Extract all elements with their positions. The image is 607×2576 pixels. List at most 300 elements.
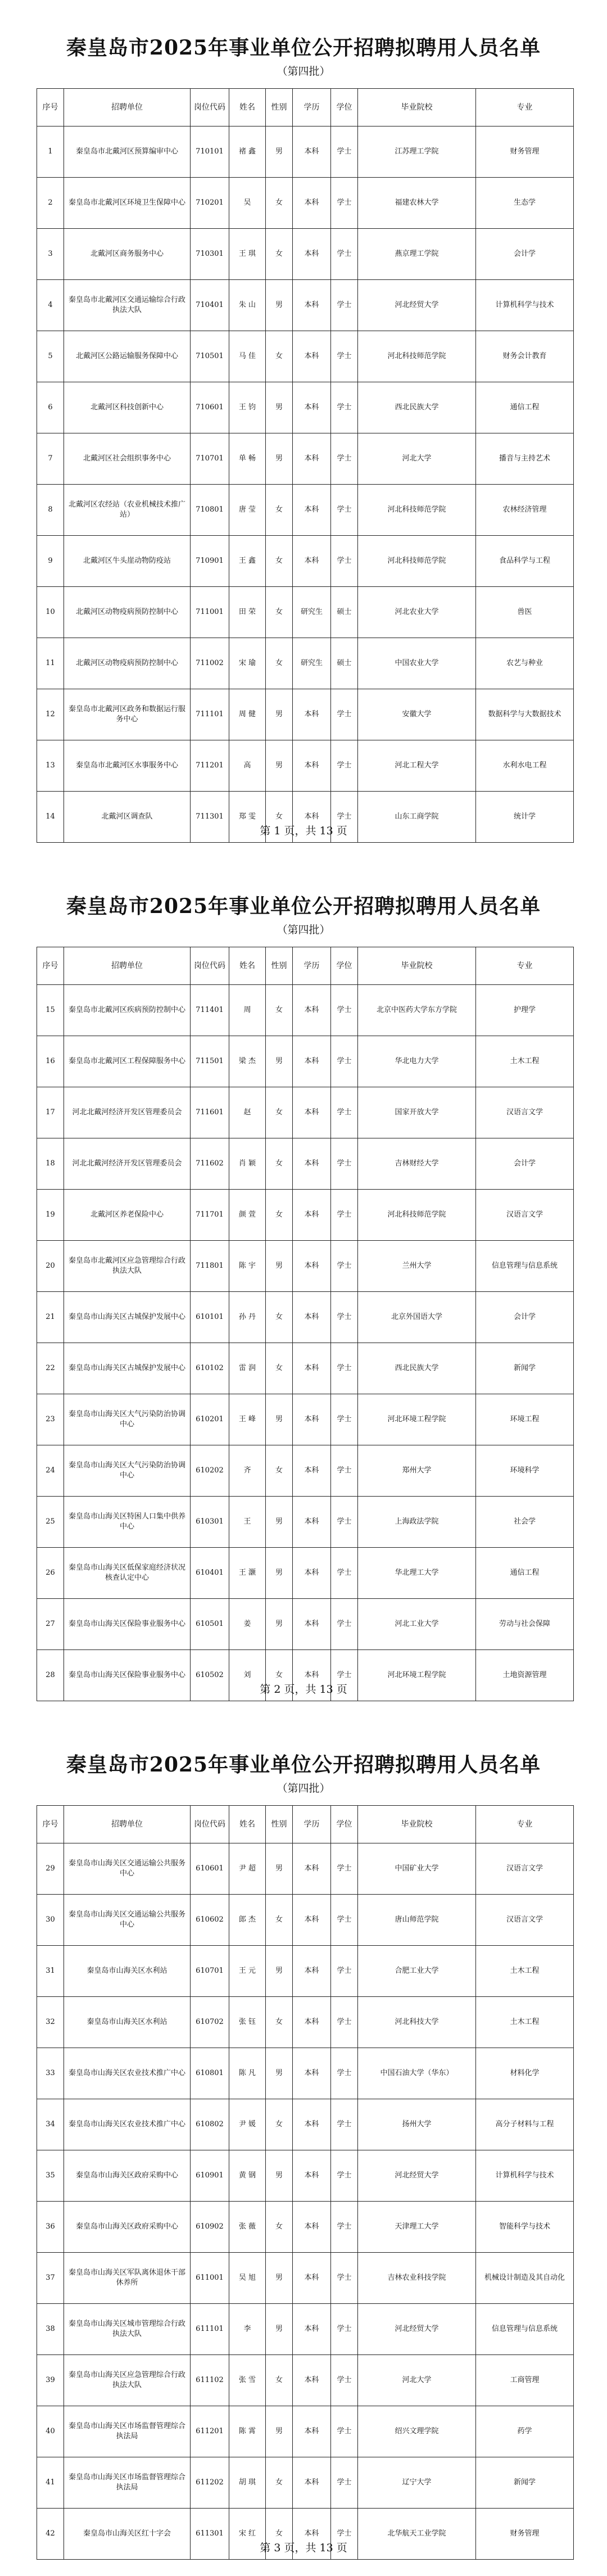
cell-major: 药学 (476, 2406, 574, 2457)
header-row (37, 1806, 574, 1843)
cell-employer: 秦皇岛市山海关区古城保护发展中心 (64, 1343, 191, 1394)
cell-major: 社会学 (476, 1497, 574, 1548)
cell-school: 河北经贸大学 (358, 2304, 476, 2355)
cell-education: 本科 (293, 1190, 331, 1241)
cell-degree: 学士 (331, 2150, 358, 2202)
cell-position-code: 711101 (191, 689, 229, 740)
cell-gender: 女 (266, 985, 293, 1036)
cell-gender: 女 (266, 536, 293, 587)
cell-name: 尹 媛 (229, 2099, 266, 2150)
cell-education: 本科 (293, 536, 331, 587)
cell-degree: 学士 (331, 1190, 358, 1241)
cell-employer: 秦皇岛市山海关区特困人口集中供养中心 (64, 1497, 191, 1548)
cell-position-code: 610602 (191, 1895, 229, 1946)
cell-gender: 女 (266, 1343, 293, 1394)
cell-name: 王 元 (229, 1946, 266, 1997)
cell-major: 食品科学与工程 (476, 536, 574, 587)
cell-education: 本科 (293, 1843, 331, 1895)
cell-education: 本科 (293, 229, 331, 280)
cell-position-code: 710701 (191, 433, 229, 485)
cell-school: 河北科技师范学院 (358, 536, 476, 587)
cell-gender: 男 (266, 2048, 293, 2099)
cell-major: 财务会计教育 (476, 331, 574, 382)
cell-position-code: 611202 (191, 2457, 229, 2509)
cell-major: 计算机科学与技术 (476, 2150, 574, 2202)
cell-employer: 秦皇岛市山海关区应急管理综合行政执法大队 (64, 2355, 191, 2406)
cell-index: 37 (37, 2253, 64, 2304)
cell-index: 32 (37, 1997, 64, 2048)
table-row (37, 1343, 574, 1394)
cell-major: 土地资源管理 (476, 1650, 574, 1701)
cell-education: 本科 (293, 1138, 331, 1190)
cell-major: 环境工程 (476, 1394, 574, 1445)
cell-employer: 秦皇岛市北戴河区应急管理综合行政执法大队 (64, 1241, 191, 1292)
cell-degree: 学士 (331, 1599, 358, 1650)
cell-education: 本科 (293, 485, 331, 536)
cell-index: 33 (37, 2048, 64, 2099)
table-row (37, 1087, 574, 1138)
cell-employer: 秦皇岛市山海关区古城保护发展中心 (64, 1292, 191, 1343)
table-row (37, 1497, 574, 1548)
cell-index: 36 (37, 2202, 64, 2253)
cell-school: 吉林农业科技学院 (358, 2253, 476, 2304)
table-row (37, 2253, 574, 2304)
cell-employer: 秦皇岛市山海关区水利站 (64, 1946, 191, 1997)
cell-position-code: 710101 (191, 126, 229, 178)
cell-name: 尹 超 (229, 1843, 266, 1895)
cell-position-code: 710901 (191, 536, 229, 587)
header-name: 姓名 (229, 1806, 266, 1843)
document-title: 秦皇岛市2025年事业单位公开招聘拟聘用人员名单 (66, 36, 541, 60)
cell-education: 研究生 (293, 638, 331, 689)
cell-school: 河北经贸大学 (358, 2150, 476, 2202)
cell-degree: 硕士 (331, 587, 358, 638)
cell-index: 3 (37, 229, 64, 280)
cell-position-code: 711601 (191, 1087, 229, 1138)
cell-major: 环境科学 (476, 1445, 574, 1497)
cell-degree: 学士 (331, 1997, 358, 2048)
cell-major: 信息管理与信息系统 (476, 1241, 574, 1292)
cell-education: 本科 (293, 1548, 331, 1599)
cell-index: 5 (37, 331, 64, 382)
cell-position-code: 611201 (191, 2406, 229, 2457)
cell-position-code: 711801 (191, 1241, 229, 1292)
cell-degree: 学士 (331, 1343, 358, 1394)
cell-name: 胡 琪 (229, 2457, 266, 2509)
cell-employer: 秦皇岛市北戴河区疾病预防控制中心 (64, 985, 191, 1036)
cell-index: 42 (37, 2509, 64, 2560)
cell-degree: 学士 (331, 2406, 358, 2457)
document-title: 秦皇岛市2025年事业单位公开招聘拟聘用人员名单 (66, 894, 541, 918)
cell-position-code: 610101 (191, 1292, 229, 1343)
cell-school: 河北科技大学 (358, 1997, 476, 2048)
cell-gender: 男 (266, 2406, 293, 2457)
cell-employer: 秦皇岛市山海关区大气污染防治协调中心 (64, 1445, 191, 1497)
cell-school: 山东工商学院 (358, 792, 476, 843)
cell-degree: 学士 (331, 1138, 358, 1190)
cell-education: 本科 (293, 2099, 331, 2150)
cell-school: 河北经贸大学 (358, 280, 476, 331)
cell-index: 7 (37, 433, 64, 485)
cell-degree: 学士 (331, 1036, 358, 1087)
cell-school: 北京中医药大学东方学院 (358, 985, 476, 1036)
cell-gender: 女 (266, 1190, 293, 1241)
cell-employer: 秦皇岛市山海关区红十字会 (64, 2509, 191, 2560)
cell-position-code: 711701 (191, 1190, 229, 1241)
cell-education: 本科 (293, 2355, 331, 2406)
cell-index: 22 (37, 1343, 64, 1394)
cell-school: 河北环境工程学院 (358, 1394, 476, 1445)
cell-school: 吉林财经大学 (358, 1138, 476, 1190)
cell-degree: 学士 (331, 280, 358, 331)
cell-gender: 男 (266, 2150, 293, 2202)
cell-employer: 秦皇岛市山海关区保险事业服务中心 (64, 1650, 191, 1701)
cell-index: 19 (37, 1190, 64, 1241)
cell-index: 34 (37, 2099, 64, 2150)
cell-employer: 北戴河区动物疫病预防控制中心 (64, 638, 191, 689)
cell-degree: 学士 (331, 2509, 358, 2560)
cell-education: 本科 (293, 126, 331, 178)
cell-position-code: 710801 (191, 485, 229, 536)
table-body (37, 985, 574, 1701)
cell-school: 河北环境工程学院 (358, 1650, 476, 1701)
cell-name: 雷 润 (229, 1343, 266, 1394)
cell-name: 郑 雯 (229, 792, 266, 843)
table-row (37, 1843, 574, 1895)
table-row (37, 2355, 574, 2406)
cell-education: 本科 (293, 792, 331, 843)
table-row (37, 638, 574, 689)
table-row (37, 587, 574, 638)
cell-position-code: 610901 (191, 2150, 229, 2202)
cell-name: 朱 山 (229, 280, 266, 331)
cell-school: 河北科技师范学院 (358, 1190, 476, 1241)
cell-school: 上海政法学院 (358, 1497, 476, 1548)
cell-major: 生态学 (476, 178, 574, 229)
cell-position-code: 711002 (191, 638, 229, 689)
cell-index: 11 (37, 638, 64, 689)
cell-school: 天津理工大学 (358, 2202, 476, 2253)
cell-employer: 北戴河区社会组织事务中心 (64, 433, 191, 485)
table-row (37, 1241, 574, 1292)
cell-degree: 学士 (331, 985, 358, 1036)
table-row (37, 740, 574, 792)
cell-degree: 学士 (331, 1497, 358, 1548)
cell-degree: 学士 (331, 1650, 358, 1701)
cell-education: 本科 (293, 985, 331, 1036)
cell-gender: 男 (266, 1241, 293, 1292)
cell-major: 会计学 (476, 1292, 574, 1343)
cell-name: 王 峰 (229, 1394, 266, 1445)
cell-index: 20 (37, 1241, 64, 1292)
cell-gender: 男 (266, 126, 293, 178)
cell-degree: 学士 (331, 2253, 358, 2304)
cell-major: 高分子材料与工程 (476, 2099, 574, 2150)
cell-name: 姜 (229, 1599, 266, 1650)
table-row (37, 1445, 574, 1497)
header-major: 专业 (476, 89, 574, 126)
cell-gender: 女 (266, 2457, 293, 2509)
cell-major: 机械设计制造及其自动化 (476, 2253, 574, 2304)
cell-name: 褚 鑫 (229, 126, 266, 178)
cell-position-code: 610301 (191, 1497, 229, 1548)
cell-index: 18 (37, 1138, 64, 1190)
batch-subtitle: （第四批） (277, 924, 330, 936)
cell-major: 会计学 (476, 1138, 574, 1190)
cell-degree: 学士 (331, 2099, 358, 2150)
table-row (37, 1190, 574, 1241)
cell-major: 通信工程 (476, 1548, 574, 1599)
cell-education: 本科 (293, 2202, 331, 2253)
cell-degree: 学士 (331, 1895, 358, 1946)
cell-school: 西北民族大学 (358, 382, 476, 433)
cell-position-code: 611301 (191, 2509, 229, 2560)
roster-table (37, 1805, 574, 2560)
cell-gender: 男 (266, 689, 293, 740)
cell-position-code: 610702 (191, 1997, 229, 2048)
cell-major: 智能科学与技术 (476, 2202, 574, 2253)
cell-gender: 女 (266, 1650, 293, 1701)
cell-education: 本科 (293, 740, 331, 792)
cell-major: 土木工程 (476, 1997, 574, 2048)
cell-major: 护理学 (476, 985, 574, 1036)
cell-school: 河北科技师范学院 (358, 485, 476, 536)
cell-degree: 学士 (331, 229, 358, 280)
cell-index: 16 (37, 1036, 64, 1087)
cell-employer: 北戴河区商务服务中心 (64, 229, 191, 280)
cell-name: 吴 (229, 178, 266, 229)
cell-name: 田 荣 (229, 587, 266, 638)
cell-degree: 硕士 (331, 638, 358, 689)
header-employer: 招聘单位 (64, 1806, 191, 1843)
cell-school: 唐山师范学院 (358, 1895, 476, 1946)
cell-education: 本科 (293, 1895, 331, 1946)
cell-position-code: 610601 (191, 1843, 229, 1895)
cell-school: 河北农业大学 (358, 587, 476, 638)
cell-gender: 女 (266, 2509, 293, 2560)
cell-gender: 男 (266, 382, 293, 433)
cell-index: 2 (37, 178, 64, 229)
cell-position-code: 610902 (191, 2202, 229, 2253)
cell-employer: 秦皇岛市北戴河区环境卫生保障中心 (64, 178, 191, 229)
page-footer: 第 3 页，共 13 页 (260, 2542, 347, 2554)
cell-name: 单 畅 (229, 433, 266, 485)
header-education: 学历 (293, 947, 331, 985)
cell-index: 26 (37, 1548, 64, 1599)
cell-employer: 北戴河区养老保险中心 (64, 1190, 191, 1241)
cell-name: 齐 (229, 1445, 266, 1497)
cell-education: 本科 (293, 178, 331, 229)
cell-position-code: 610202 (191, 1445, 229, 1497)
cell-index: 41 (37, 2457, 64, 2509)
table-row (37, 985, 574, 1036)
cell-employer: 北戴河区农经站（农业机械技术推广站） (64, 485, 191, 536)
cell-major: 工商管理 (476, 2355, 574, 2406)
cell-name: 王 鑫 (229, 536, 266, 587)
cell-gender: 女 (266, 178, 293, 229)
cell-degree: 学士 (331, 126, 358, 178)
cell-index: 6 (37, 382, 64, 433)
cell-major: 会计学 (476, 229, 574, 280)
cell-school: 燕京理工学院 (358, 229, 476, 280)
table-row (37, 1138, 574, 1190)
cell-education: 本科 (293, 1445, 331, 1497)
cell-degree: 学士 (331, 1087, 358, 1138)
header-position-code: 岗位代码 (191, 89, 229, 126)
header-index: 序号 (37, 947, 64, 985)
cell-gender: 女 (266, 1138, 293, 1190)
cell-index: 13 (37, 740, 64, 792)
cell-gender: 男 (266, 1599, 293, 1650)
cell-name: 王 钧 (229, 382, 266, 433)
cell-position-code: 611101 (191, 2304, 229, 2355)
cell-degree: 学士 (331, 2048, 358, 2099)
cell-name: 黄 钢 (229, 2150, 266, 2202)
cell-position-code: 610502 (191, 1650, 229, 1701)
cell-degree: 学士 (331, 178, 358, 229)
cell-name: 马 佳 (229, 331, 266, 382)
cell-employer: 秦皇岛市北戴河区工程保障服务中心 (64, 1036, 191, 1087)
cell-name: 王 灏 (229, 1548, 266, 1599)
cell-name: 陈 霄 (229, 2406, 266, 2457)
cell-index: 27 (37, 1599, 64, 1650)
cell-employer: 北戴河区科技创新中心 (64, 382, 191, 433)
table-row (37, 1997, 574, 2048)
cell-gender: 女 (266, 587, 293, 638)
cell-major: 信息管理与信息系统 (476, 2304, 574, 2355)
cell-school: 扬州大学 (358, 2099, 476, 2150)
header-row (37, 89, 574, 126)
cell-name: 宋 红 (229, 2509, 266, 2560)
cell-name: 陈 凡 (229, 2048, 266, 2099)
cell-employer: 北戴河区公路运输服务保障中心 (64, 331, 191, 382)
cell-position-code: 610401 (191, 1548, 229, 1599)
cell-degree: 学士 (331, 331, 358, 382)
page-footer: 第 2 页，共 13 页 (260, 1683, 347, 1696)
cell-employer: 北戴河区牛头崖动物防疫站 (64, 536, 191, 587)
cell-degree: 学士 (331, 382, 358, 433)
cell-school: 华北理工大学 (358, 1548, 476, 1599)
cell-major: 计算机科学与技术 (476, 280, 574, 331)
table-body (37, 1843, 574, 2560)
cell-index: 8 (37, 485, 64, 536)
header-index: 序号 (37, 89, 64, 126)
page-2 (0, 858, 607, 1717)
table-row (37, 1036, 574, 1087)
table-row (37, 126, 574, 178)
cell-position-code: 610701 (191, 1946, 229, 1997)
cell-degree: 学士 (331, 2304, 358, 2355)
table-row (37, 433, 574, 485)
cell-employer: 秦皇岛市北戴河区预算编审中心 (64, 126, 191, 178)
cell-index: 4 (37, 280, 64, 331)
cell-gender: 女 (266, 1087, 293, 1138)
cell-position-code: 711501 (191, 1036, 229, 1087)
batch-subtitle: （第四批） (277, 1782, 330, 1795)
cell-name: 李 (229, 2304, 266, 2355)
cell-school: 中国矿业大学 (358, 1843, 476, 1895)
cell-index: 17 (37, 1087, 64, 1138)
cell-education: 本科 (293, 2253, 331, 2304)
cell-education: 本科 (293, 2406, 331, 2457)
cell-name: 肖 颖 (229, 1138, 266, 1190)
cell-gender: 女 (266, 792, 293, 843)
cell-index: 24 (37, 1445, 64, 1497)
cell-gender: 女 (266, 229, 293, 280)
cell-position-code: 710301 (191, 229, 229, 280)
cell-major: 新闻学 (476, 2457, 574, 2509)
cell-index: 10 (37, 587, 64, 638)
header-major: 专业 (476, 947, 574, 985)
cell-index: 1 (37, 126, 64, 178)
table-row (37, 2304, 574, 2355)
cell-gender: 男 (266, 280, 293, 331)
header-gender: 性别 (266, 89, 293, 126)
table-row (37, 1895, 574, 1946)
table-row (37, 2150, 574, 2202)
cell-gender: 女 (266, 485, 293, 536)
cell-major: 土木工程 (476, 1946, 574, 1997)
cell-gender: 女 (266, 2202, 293, 2253)
cell-gender: 男 (266, 1497, 293, 1548)
cell-name: 吴 旭 (229, 2253, 266, 2304)
cell-position-code: 711301 (191, 792, 229, 843)
cell-name: 孙 丹 (229, 1292, 266, 1343)
table-row (37, 1946, 574, 1997)
cell-education: 本科 (293, 433, 331, 485)
table-row (37, 2048, 574, 2099)
cell-education: 本科 (293, 2304, 331, 2355)
cell-education: 本科 (293, 1394, 331, 1445)
header-school: 毕业院校 (358, 947, 476, 985)
cell-index: 9 (37, 536, 64, 587)
cell-gender: 男 (266, 2304, 293, 2355)
cell-degree: 学士 (331, 2202, 358, 2253)
cell-major: 统计学 (476, 792, 574, 843)
cell-index: 35 (37, 2150, 64, 2202)
header-name: 姓名 (229, 89, 266, 126)
cell-education: 本科 (293, 1292, 331, 1343)
cell-gender: 女 (266, 1292, 293, 1343)
cell-gender: 女 (266, 1445, 293, 1497)
table-row (37, 382, 574, 433)
cell-major: 通信工程 (476, 382, 574, 433)
header-index: 序号 (37, 1806, 64, 1843)
table-row (37, 2202, 574, 2253)
cell-degree: 学士 (331, 1946, 358, 1997)
cell-gender: 女 (266, 1895, 293, 1946)
cell-gender: 男 (266, 1036, 293, 1087)
table-row (37, 689, 574, 740)
cell-major: 材料化学 (476, 2048, 574, 2099)
cell-index: 25 (37, 1497, 64, 1548)
cell-name: 周 健 (229, 689, 266, 740)
cell-index: 15 (37, 985, 64, 1036)
cell-position-code: 710601 (191, 382, 229, 433)
cell-school: 国家开放大学 (358, 1087, 476, 1138)
table-row (37, 178, 574, 229)
cell-name: 陈 宇 (229, 1241, 266, 1292)
cell-education: 本科 (293, 2150, 331, 2202)
cell-degree: 学士 (331, 792, 358, 843)
cell-employer: 秦皇岛市山海关区农业技术推广中心 (64, 2048, 191, 2099)
cell-gender: 女 (266, 638, 293, 689)
cell-school: 华北电力大学 (358, 1036, 476, 1087)
cell-index: 38 (37, 2304, 64, 2355)
cell-major: 土木工程 (476, 1036, 574, 1087)
cell-gender: 男 (266, 1946, 293, 1997)
cell-index: 14 (37, 792, 64, 843)
